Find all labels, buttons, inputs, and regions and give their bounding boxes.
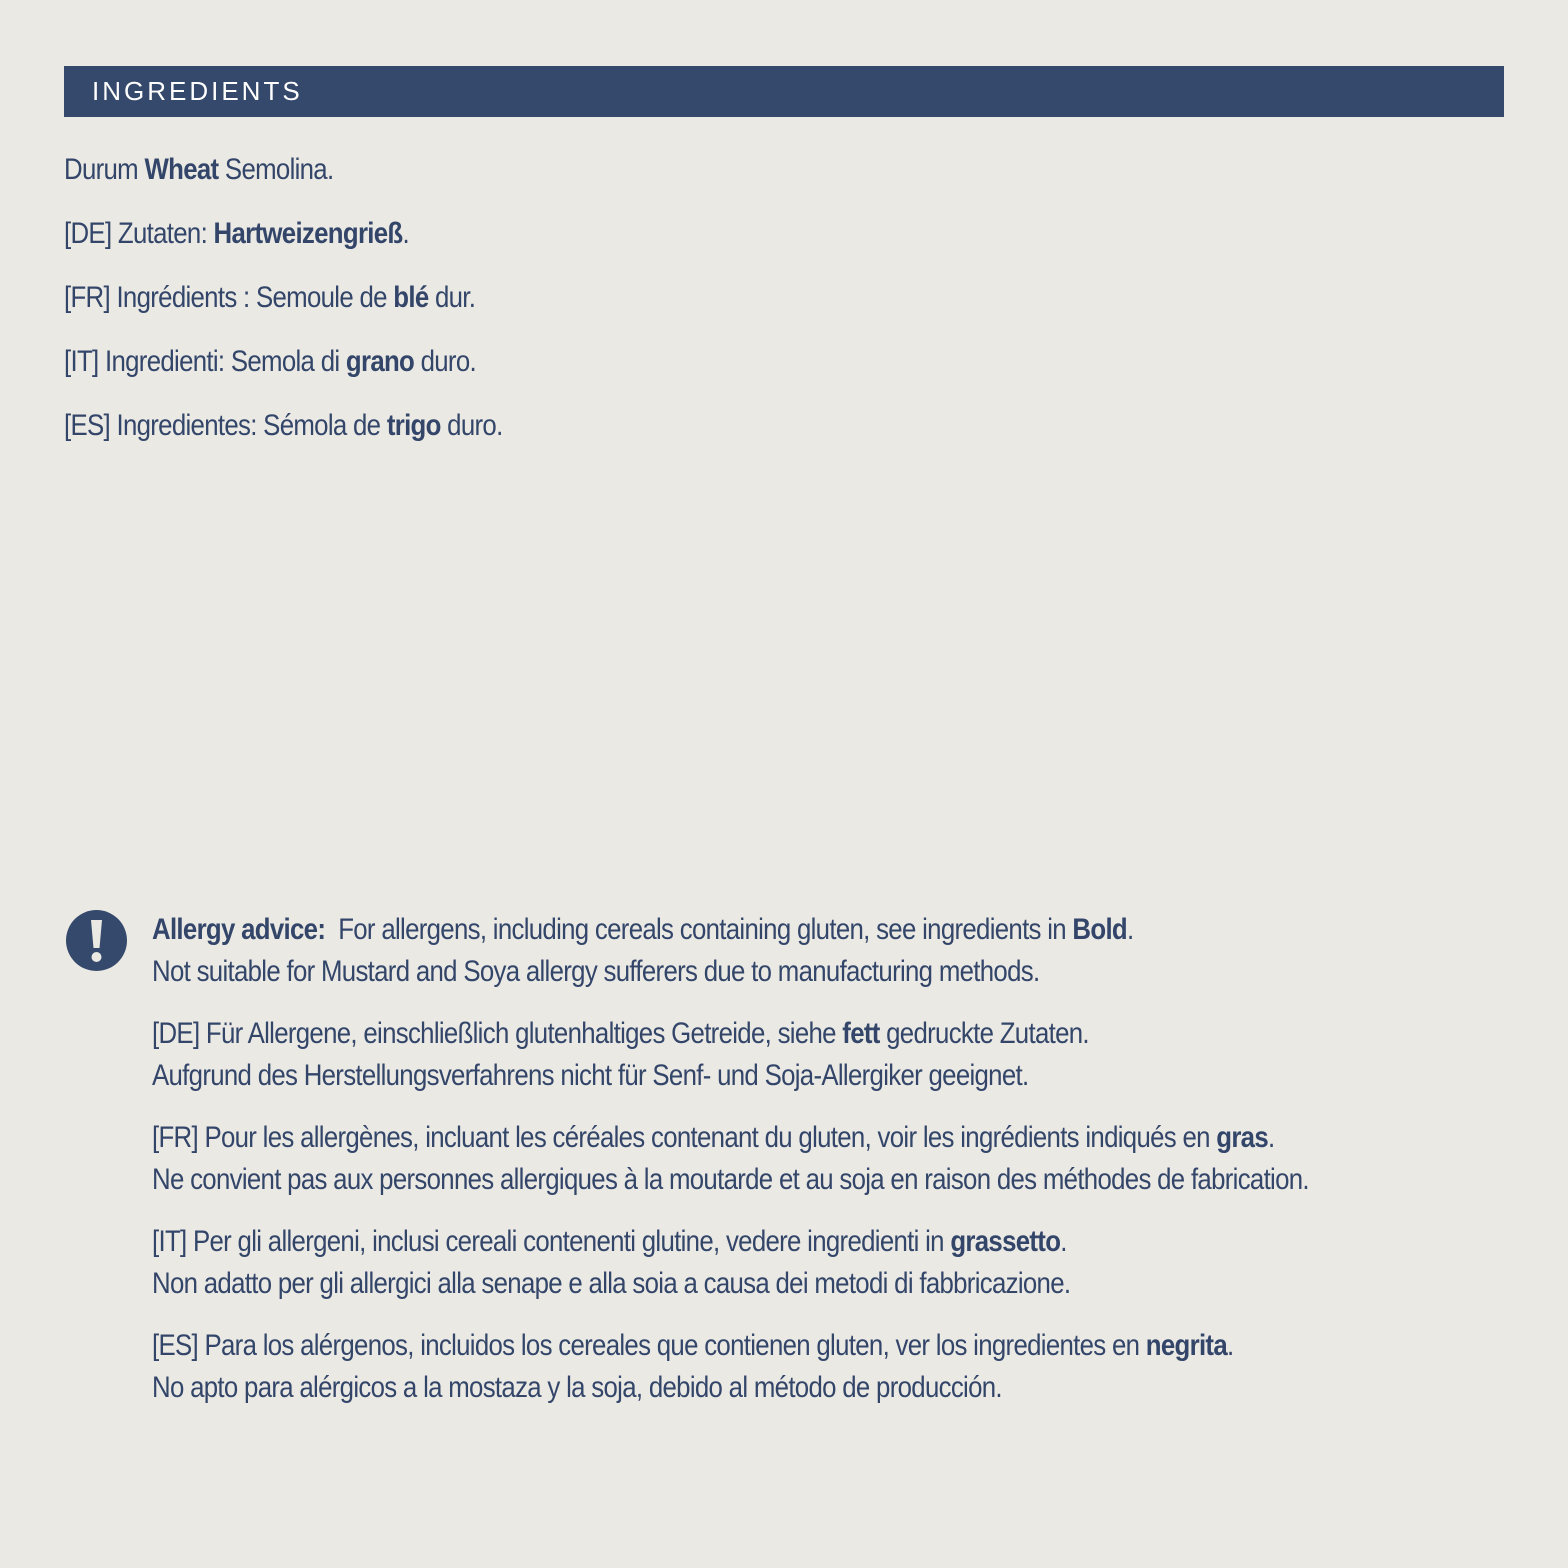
allergy-advice-line	[152, 1325, 1339, 1367]
allergy-advice-line	[152, 1013, 1339, 1055]
ingredient-text: [ES] Ingredientes: Sémola de	[64, 409, 387, 442]
allergy-advice-line	[152, 1117, 1339, 1159]
allergy-advice-en	[152, 909, 1532, 993]
allergy-advice-line	[152, 1221, 1339, 1263]
exclamation-icon	[66, 910, 127, 971]
allergy-bold-word: grassetto	[950, 1225, 1061, 1258]
ingredient-text: .	[402, 217, 410, 250]
ingredient-line-fr	[64, 278, 1302, 318]
ingredient-text: duro.	[414, 345, 476, 378]
ingredient-text: duro.	[440, 409, 503, 442]
ingredient-line-en	[64, 150, 1302, 190]
allergy-text: .	[1226, 1329, 1234, 1362]
allergy-text: [FR] Pour les allergènes, incluant les céréales contenant du gluten, voir les ingrédients indiqués en	[152, 1121, 1217, 1154]
allergy-bold-word: gras	[1216, 1121, 1269, 1154]
ingredients-list	[64, 150, 1504, 470]
allergy-advice-line: Ne convient pas aux personnes allergiques à la moutarde et au soja en raison des méthodes de fabrication.	[152, 1163, 1309, 1196]
ingredient-text: Semolina.	[218, 153, 334, 186]
allergy-text: gedruckte Zutaten.	[879, 1017, 1089, 1050]
ingredient-text: [DE] Zutaten:	[64, 217, 214, 250]
ingredient-text: [FR] Ingrédients : Semoule de	[64, 281, 394, 314]
allergy-advice	[152, 909, 1532, 1429]
ingredient-allergen-bold: trigo	[386, 409, 441, 442]
allergy-text: [DE] Für Allergene, einschließlich glutenhaltiges Getreide, siehe	[152, 1017, 843, 1050]
ingredient-allergen-bold: grano	[345, 345, 415, 378]
allergy-advice-fr	[152, 1117, 1532, 1201]
allergy-advice-label: Allergy advice:	[152, 913, 326, 946]
allergy-advice-es	[152, 1325, 1532, 1409]
ingredient-line-de	[64, 214, 1302, 254]
allergy-advice-line: Aufgrund des Herstellungsverfahrens nicht für Senf- und Soja-Allergiker geeignet.	[152, 1059, 1029, 1092]
allergy-advice-line	[152, 909, 1339, 951]
allergy-text: [IT] Per gli allergeni, inclusi cereali contenenti glutine, vedere ingredienti in	[152, 1225, 951, 1258]
allergy-advice-line: No apto para alérgicos a la mostaza y la soja, debido al método de producción.	[152, 1371, 1002, 1404]
allergy-bold-word: fett	[842, 1017, 880, 1050]
allergy-text: .	[1126, 913, 1134, 946]
allergy-advice-line: Non adatto per gli allergici alla senape e alla soia a causa dei metodi di fabbricazione.	[152, 1267, 1071, 1300]
allergy-text: .	[1060, 1225, 1067, 1258]
ingredient-allergen-bold: Wheat	[144, 153, 219, 186]
allergy-advice-de	[152, 1013, 1532, 1097]
ingredient-line-es	[64, 406, 1302, 446]
ingredients-header-bar	[64, 66, 1504, 117]
allergy-advice-it	[152, 1221, 1532, 1305]
allergy-text: .	[1268, 1121, 1275, 1154]
ingredient-text: Durum	[64, 153, 145, 186]
allergy-text: [ES] Para los alérgenos, incluidos los cereales que contienen gluten, ver los ingredientes en	[152, 1329, 1146, 1362]
allergy-bold-word: Bold	[1072, 913, 1127, 946]
allergy-advice-line: Not suitable for Mustard and Soya allergy sufferers due to manufacturing methods.	[152, 955, 1040, 988]
ingredient-text: [IT] Ingredienti: Semola di	[64, 345, 346, 378]
ingredient-line-it	[64, 342, 1302, 382]
allergy-text: For allergens, including cereals containing gluten, see ingredients in	[338, 913, 1073, 946]
ingredients-heading: INGREDIENTS	[92, 76, 303, 106]
ingredient-text: dur.	[428, 281, 476, 314]
ingredient-allergen-bold: blé	[393, 281, 429, 314]
allergy-bold-word: negrita	[1145, 1329, 1227, 1362]
ingredient-allergen-bold: Hartweizengrieß	[213, 217, 403, 250]
